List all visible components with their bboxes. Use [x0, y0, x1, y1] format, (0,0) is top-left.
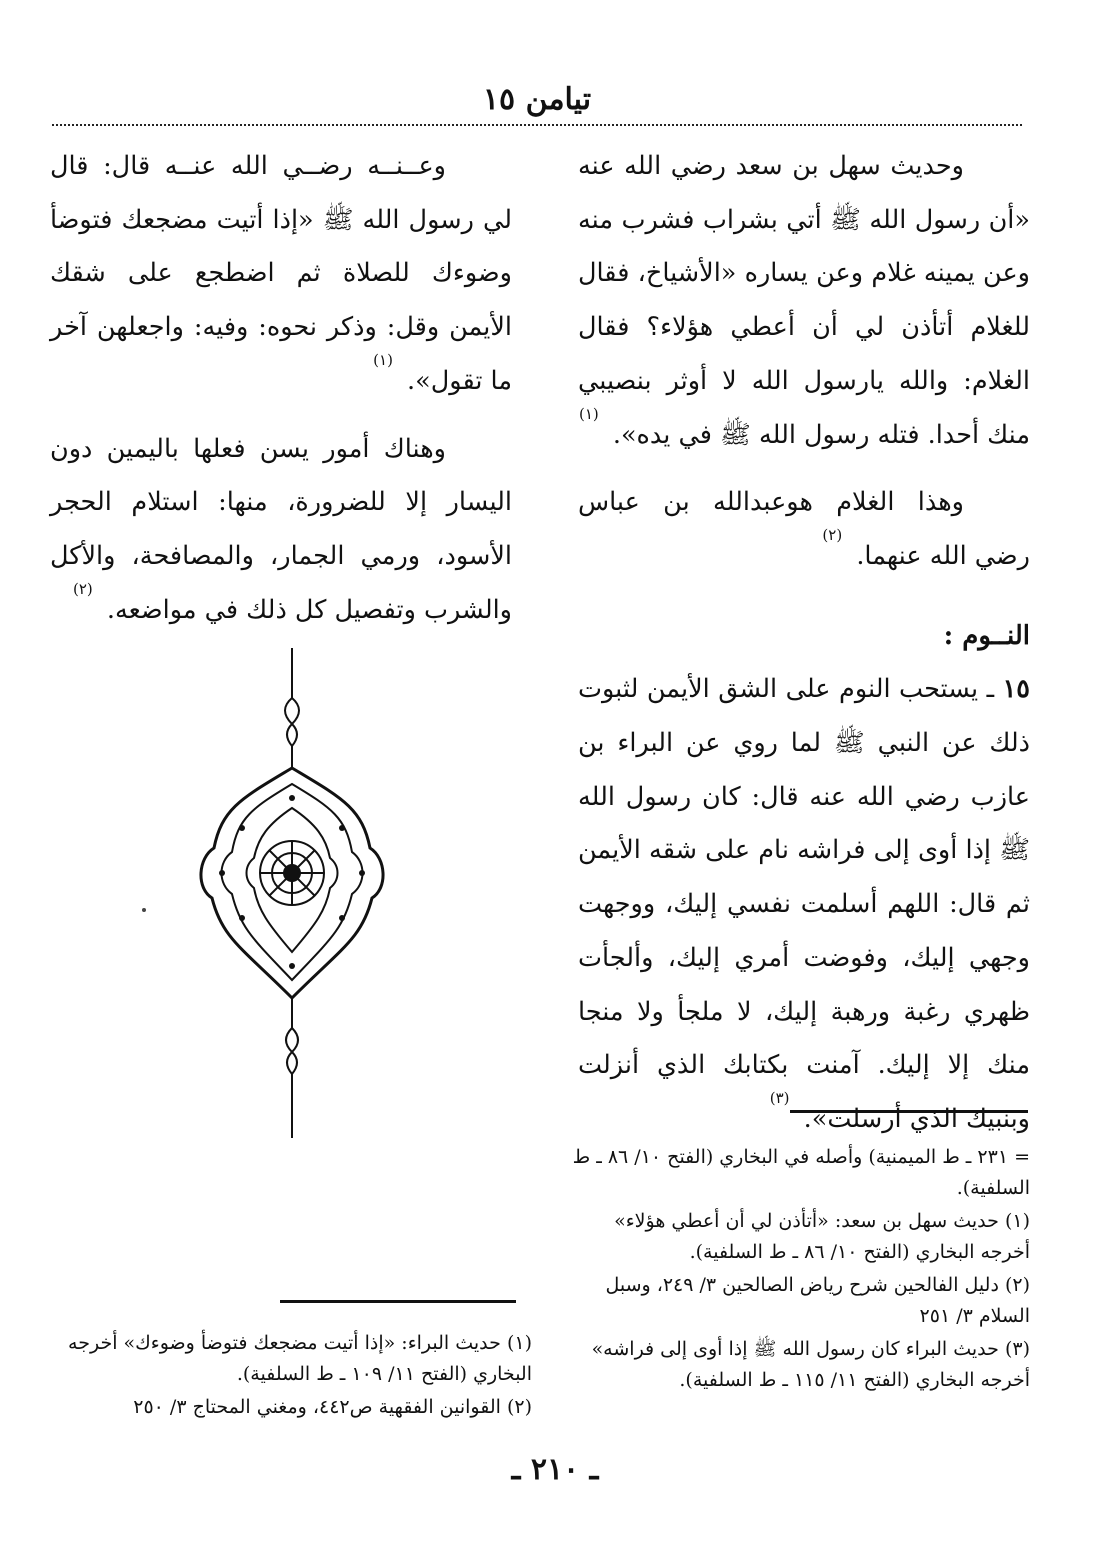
footnote-marker: (١) [373, 351, 393, 370]
footnote-marker: (٣) [769, 1089, 790, 1108]
paragraph-text: وعــنــه رضــي الله عنــه قال: قال لي رسول الله ﷺ «إذا أتيت مضجعك فتوضأ وضوءك للصلاة ثم اضطجع على شقك الأيمن وقل: وذكر نحوه: وفيه: واجعلهن آخر ما تقول». [50, 151, 512, 396]
footnote-marker: (٢) [822, 526, 843, 545]
paragraph-text: وحديث سهل بن سعد رضي الله عنه «أن رسول الله ﷺ أتي بشراب فشرب منه وعن يمينه غلام وعن يساره «الأشياخ، فقال للغلام أتأذن لي أن أعطي هؤلاء؟ فقال الغلام: والله يارسول الله لا أوثر بنصيبي منك أحدا. فتله رسول الله ﷺ في يده». [578, 151, 1030, 450]
paragraph-right-hand-matters [50, 423, 512, 638]
section-heading-sleep: النــوم : [943, 620, 1030, 651]
header-dotted-rule [52, 124, 1022, 126]
paragraph-text: وهناك أمور يسن فعلها باليمين دون اليسار إلا للضرورة، منها: استلام الحجر الأسود، ورمي الجمار، والمصافحة، والأكل والشرب وتفصيل كل ذلك في مواضعه. [50, 433, 512, 625]
footnote-1: (١) حديث البراء: «إذا أتيت مضجعك فتوضأ وضوءك» أخرجه البخاري (الفتح ١١/ ١٠٩ ـ ط السلفية). [68, 1332, 532, 1385]
footnote-separator-left [280, 1300, 516, 1303]
paragraph-text: ـ يستحب النوم على الشق الأيمن لثبوت ذلك عن النبي ﷺ لما روي عن البراء بن عازب رضي الله عنه قال: كان رسول الله ﷺ إذا أوى إلى فراشه نام على شقه الأيمن ثم قال: اللهم أسلمت نفسي إليك، ووجهت وجهي إليك، وفوضت أمري إليك، وألجأت ظهري رغبة ورهبة إليك، لا ملجأ ولا منجا منك إلا إليك. آمنت بكتابك الذي أنزلت وبنبيك الذي أرسلت». [578, 674, 1030, 1134]
footnote-3: (٣) حديث البراء كان رسول الله ﷺ إذا أوى إلى فراشه» أخرجه البخاري (الفتح ١١/ ١١٥ ـ ط السلفية). [591, 1338, 1030, 1391]
footnote-marker: (٢) [72, 580, 93, 599]
left-column [50, 140, 512, 651]
footnote-separator-right [790, 1110, 1028, 1113]
footnotes-left [50, 1328, 532, 1425]
paragraph-text: وهذا الغلام هوعبدالله بن عباس رضي الله عنهما. [578, 487, 1030, 571]
paragraph-sahl-hadith [578, 140, 1030, 462]
right-column [578, 140, 1030, 1161]
paragraph-ibn-abbas [578, 476, 1030, 583]
footnote-marker: (١) [578, 405, 599, 424]
footnote-2: (٢) القوانين الفقهية ص٤٤٢، ومغني المحتاج ٣/ ٢٥٠ [133, 1396, 532, 1418]
paragraph-sleep-rule [578, 663, 1030, 1146]
ornament-medallion-icon [182, 648, 402, 1138]
footnote-1: (١) حديث سهل بن سعد: «أتأذن لي أن أعطي هؤلاء» أخرجه البخاري (الفتح ١٠/ ٨٦ ـ ط السلفية). [614, 1210, 1030, 1263]
page-header [52, 82, 1022, 122]
rule-number: ١٥ [1002, 674, 1030, 705]
footnote-continued: = ٢٣١ ـ ط الميمنية) وأصله في البخاري (الفتح ١٠/ ٨٦ ـ ط السلفية). [572, 1146, 1030, 1199]
page-number: ـ ٢١٠ ـ [511, 1452, 599, 1487]
footnotes-right [560, 1142, 1030, 1398]
paragraph-bara-hadith [50, 140, 512, 409]
running-title: تيامن ١٥ [482, 82, 592, 117]
scan-speck [142, 908, 146, 912]
footnote-2: (٢) دليل الفالحين شرح رياض الصالحين ٣/ ٢٤٩، وسبل السلام ٣/ ٢٥١ [605, 1274, 1030, 1327]
